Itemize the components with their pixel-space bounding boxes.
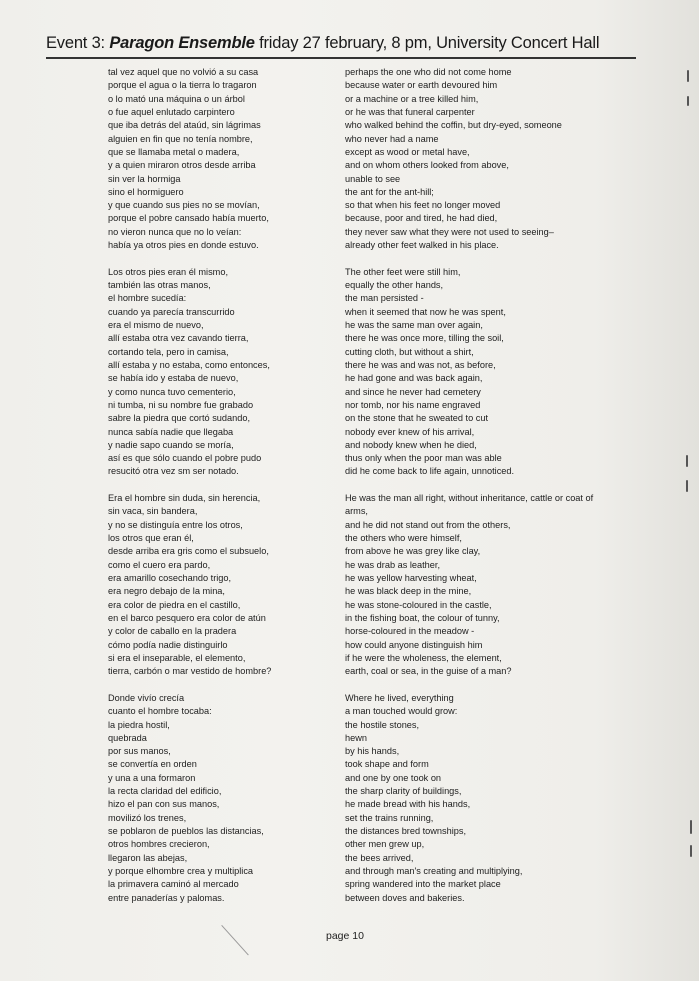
margin-mark (687, 70, 689, 82)
poem-line: el hombre sucedía: (108, 293, 187, 304)
page-header (46, 34, 636, 53)
poem-line: y una a una formaron (108, 772, 196, 783)
poem-line: había ya otros pies en donde estuvo. (108, 240, 259, 251)
poem-line: spring wandered into the market place (345, 879, 501, 890)
poem-line: sin ver la hormiga (108, 173, 181, 184)
poem-line: entre panaderías y palomas. (108, 892, 225, 903)
poem-line: Donde vivío crecía (108, 692, 185, 703)
poem-line: on the stone that he sweated to cut (345, 413, 489, 424)
poem-line: took shape and form (345, 759, 429, 770)
poem-line: llegaron las abejas, (108, 852, 188, 863)
poem-line: se poblaron de pueblos las distancias, (108, 826, 264, 837)
poem-line: los otros que eran él, (108, 533, 194, 544)
poem-line: en el barco pesquero era color de atún (108, 612, 266, 623)
margin-mark (686, 455, 688, 467)
poem-line: did he come back to life again, unnoticed. (345, 466, 515, 477)
poem-line: y a quien miraron otros desde arriba (108, 160, 256, 171)
poem-line: the ant for the ant-hill; (345, 186, 434, 197)
poem-line: cortando tela, pero in camisa, (108, 346, 229, 357)
poem-line: por sus manos, (108, 746, 171, 757)
margin-mark (686, 480, 688, 492)
page-number: page 10 (326, 930, 364, 942)
paper-crease (221, 925, 249, 955)
poem-line: and through man's creating and multiplying, (345, 865, 523, 876)
poem-line: He was the man all right, without inheritance, cattle or coat of arms, (345, 493, 594, 517)
poem-line: la recta claridad del edificio, (108, 786, 222, 797)
poem-line: equally the other hands, (345, 280, 444, 291)
poem-line: and on whom others looked from above, (345, 160, 509, 171)
poem-line: there he was and was not, as before, (345, 359, 496, 370)
poem-line: from above he was grey like clay, (345, 546, 481, 557)
poem-line: already other feet walked in his place. (345, 240, 499, 251)
english-stanza (345, 692, 625, 905)
poem-line: earth, coal or sea, in the guise of a man? (345, 666, 512, 677)
poem-line: unable to see (345, 173, 401, 184)
poem-line: the bees arrived, (345, 852, 414, 863)
poem-line: horse-coloured in the meadow - (345, 626, 475, 637)
poem-line: the man persisted - (345, 293, 424, 304)
english-stanza (345, 66, 625, 252)
poem-line: la primavera caminó al mercado (108, 879, 239, 890)
poem-line: he made bread with his hands, (345, 799, 471, 810)
poem-line: the distances bred townships, (345, 826, 467, 837)
poem-line: ni tumba, ni su nombre fue grabado (108, 399, 254, 410)
poem-line: he was drab as leather, (345, 559, 440, 570)
poem-line: and he did not stand out from the others, (345, 519, 511, 530)
poem-line: cuanto el hombre tocaba: (108, 706, 212, 717)
poem-line: hizo el pan con sus manos, (108, 799, 220, 810)
poem-line: sino el hormiguero (108, 186, 184, 197)
poem-line: porque el agua o la tierra lo tragaron (108, 80, 257, 91)
poem-line: he was the same man over again, (345, 320, 483, 331)
poem-line: who walked behind the coffin, but dry-eyed, someone (345, 120, 562, 131)
header-rule (46, 57, 636, 59)
poem-line: allí estaba y no estaba, como entonces, (108, 359, 270, 370)
poem-line: allí estaba otra vez cavando tierra, (108, 333, 249, 344)
poem-line: era el mismo de nuevo, (108, 320, 204, 331)
poem-line: nobody ever knew of his arrival, (345, 426, 475, 437)
margin-mark (687, 96, 689, 106)
poem-line: sin vaca, sin bandera, (108, 506, 198, 517)
poem-line: and nobody knew when he died, (345, 439, 477, 450)
poem-line: otros hombres crecieron, (108, 839, 210, 850)
poem-line: era negro debajo de la mina, (108, 586, 225, 597)
poem-line: by his hands, (345, 746, 400, 757)
poem-line: Los otros pies eran él mismo, (108, 266, 228, 277)
poem-line: hewn (345, 732, 367, 743)
poem-line: y no se distinguía entre los otros, (108, 519, 243, 530)
poem-line: the others who were himself, (345, 533, 462, 544)
english-stanza (345, 266, 625, 479)
margin-mark (690, 820, 692, 834)
poem-line: tal vez aquel que no volvió a su casa (108, 67, 259, 77)
poem-line: porque el pobre cansado había muerto, (108, 213, 269, 224)
poem-line: they never saw what they were not used to seeing– (345, 226, 554, 237)
poem-line: how could anyone distinguish him (345, 639, 483, 650)
poem-line: o lo mató una máquina o un árbol (108, 93, 245, 104)
poem-line: alguien en fin que no tenía nombre, (108, 133, 253, 144)
poem-line: era amarillo cosechando trigo, (108, 573, 232, 584)
english-stanza (345, 492, 625, 678)
poem-line: he had gone and was back again, (345, 373, 483, 384)
poem-line: como el cuero era pardo, (108, 559, 211, 570)
poem-line: así es que sólo cuando el pobre pudo (108, 453, 262, 464)
poem-line: because water or earth devoured him (345, 80, 498, 91)
poem-line: and one by one took on (345, 772, 442, 783)
poem-line: resucitó otra vez sm ser notado. (108, 466, 239, 477)
event-label: Event 3: (46, 34, 105, 52)
poem-line: movilizó los trenes, (108, 812, 187, 823)
poem-line: between doves and bakeries. (345, 892, 465, 903)
poem-line: quebrada (108, 732, 147, 743)
poem-line: también las otras manos, (108, 280, 211, 291)
poem-line: la piedra hostil, (108, 719, 170, 730)
poem-line: when it seemed that now he was spent, (345, 306, 506, 317)
poem-line: if he were the wholeness, the element, (345, 652, 502, 663)
poem-line: que iba detrás del ataúd, sin lágrimas (108, 120, 261, 131)
poem-line: o fue aquel enlutado carpintero (108, 106, 235, 117)
poem-line: thus only when the poor man was able (345, 453, 502, 464)
poem-line: perhaps the one who did not come home (345, 67, 512, 77)
poem-line: cutting cloth, but without a shirt, (345, 346, 474, 357)
poem-line: the sharp clarity of buildings, (345, 786, 462, 797)
poem-line: in the fishing boat, the colour of tunny, (345, 612, 500, 623)
poem-line: he was black deep in the mine, (345, 586, 472, 597)
poem-line: era color de piedra en el castillo, (108, 599, 241, 610)
poem-line: cuando ya parecía transcurrido (108, 306, 235, 317)
poem-line: or a machine or a tree killed him, (345, 93, 479, 104)
poem-line: y nadie sapo cuando se moría, (108, 439, 234, 450)
poem-line: se convertía en orden (108, 759, 197, 770)
poem-line: The other feet were still him, (345, 266, 461, 277)
poem-line: nor tomb, nor his name engraved (345, 399, 481, 410)
poem-line: nunca sabía nadie que llegaba (108, 426, 234, 437)
poem-line: a man touched would grow: (345, 706, 458, 717)
poem-line: cómo podía nadie distinguirlo (108, 639, 228, 650)
poem-line: or he was that funeral carpenter (345, 106, 475, 117)
poem-line: se había ido y estaba de nuevo, (108, 373, 239, 384)
poem-line: y color de caballo en la pradera (108, 626, 237, 637)
event-details: friday 27 february, 8 pm, University Concert Hall (259, 34, 600, 52)
poem-line: he was yellow harvesting wheat, (345, 573, 477, 584)
ensemble-name: Paragon Ensemble (109, 34, 255, 52)
poem-line: there he was once more, tilling the soil, (345, 333, 504, 344)
poem-line: si era el inseparable, el elemento, (108, 652, 246, 663)
poem-line: so that when his feet no longer moved (345, 200, 501, 211)
margin-mark (690, 845, 692, 857)
english-translation-column (345, 66, 625, 905)
poem-line: y porque elhombre crea y multiplica (108, 865, 254, 876)
poem-line: because, poor and tired, he had died, (345, 213, 498, 224)
poem-line: sabre la piedra que cortó sudando, (108, 413, 250, 424)
poem-line: and since he never had cemetery (345, 386, 481, 397)
poem-line: he was stone-coloured in the castle, (345, 599, 492, 610)
poem-line: Era el hombre sin duda, sin herencia, (108, 493, 261, 504)
poem-line: set the trains running, (345, 812, 434, 823)
poem-line: tierra, carbón o mar vestido de hombre? (108, 666, 272, 677)
poem-line: other men grew up, (345, 839, 425, 850)
poem-line: Where he lived, everything (345, 692, 454, 703)
poem-line: no vieron nunca que no lo veían: (108, 226, 242, 237)
poem-line: who never had a name (345, 133, 439, 144)
poem-line: desde arriba era gris como el subsuelo, (108, 546, 269, 557)
poem-line: y como nunca tuvo cementerio, (108, 386, 236, 397)
poem-line: y que cuando sus pies no se movían, (108, 200, 260, 211)
poem-line: except as wood or metal have, (345, 146, 470, 157)
poem-line: que se llamaba metal o madera, (108, 146, 240, 157)
poem-line: the hostile stones, (345, 719, 420, 730)
